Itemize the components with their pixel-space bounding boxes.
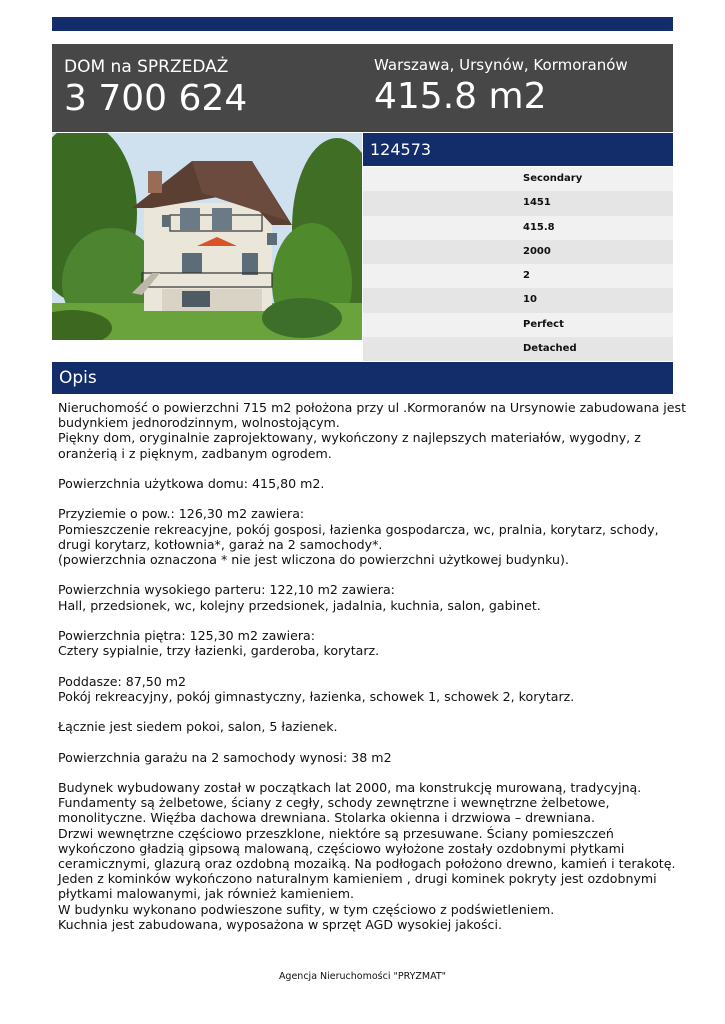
property-row [363,240,673,264]
description-line: (powierzchnia oznaczona * nie jest wliczona do powierzchni użytkowej budynku). [58,552,569,567]
description-line [58,613,670,628]
description-line: płytkami malowanymi, jak również kamieniem. [58,886,355,902]
description-line: Powierzchnia wysokiego parteru: 122,10 m2 zawiera: [58,582,395,598]
property-value: 2000 [523,245,551,257]
description-line: ceramicznymi, glazurą oraz ozdobną mozaiką. Na podłogach położono drewno, kamień i terakotę. [58,855,676,871]
property-row [363,337,673,361]
property-row [363,313,673,337]
description-line: Fundamenty są żelbetowe, ściany z cegły, schody zewnętrzne i wewnętrzne żelbetowe, [58,795,610,811]
property-value: Perfect [523,318,564,330]
property-row [363,288,673,312]
description-line: Cztery sypialnie, trzy łazienki, garderoba, korytarz. [58,643,380,659]
property-row [363,167,673,191]
listing-location: Warszawa, Ursynów, Kormoranów [374,56,628,74]
property-value: Detached [523,342,577,354]
description-line: Powierzchnia użytkowa domu: 415,80 m2. [58,476,325,491]
listing-id-bar [363,133,673,166]
description-line: monolityczne. Więźba dachowa drewniana. Stolarka okienna i drzwiowa – drewniana. [58,810,595,826]
description-line: Pomieszczenie rekreacyjne, pokój gosposi, łazienka gospodarcza, wc, pralnia, korytarz, schody, [58,521,659,537]
description-line: Łącznie jest siedem pokoi, salon, 5 łazienek. [58,719,338,735]
listing-type: DOM na SPRZEDAŻ [64,57,229,77]
top-accent-bar [52,17,673,31]
description-line: oranżerią i z pięknym, zadbanym ogrodem. [58,445,332,461]
description-line: Pokój rekreacyjny, pokój gimnastyczny, łazienka, schowek 1, schowek 2, korytarz. [58,688,575,704]
description-line [58,765,670,780]
description-line: Budynek wybudowany został w początkach lat 2000, ma konstrukcję murowaną, tradycyjną. [58,779,642,795]
description-line: Nieruchomość o powierzchni 715 m2 położona przy ul .Kormoranów na Ursynowie zabudowana jest [58,400,687,415]
header-right [374,54,628,118]
description-line: Przyziemie o pow.: 126,30 m2 zawiera: [58,506,305,522]
property-row [363,191,673,215]
property-value: 1451 [523,197,551,209]
listing-id: 124573 [370,140,432,159]
agency-footer: Agencja Nieruchomości "PRYZMAT" [278,971,447,982]
description-line: W budynku wykonano podwieszone sufity, w tym częściowo z podświetleniem. [58,901,555,917]
description-line: Drzwi wewnętrzne częściowo przeszklone, niektóre są przesuwane. Ściany pomieszczeń [58,825,614,841]
description-line: Kuchnia jest zabudowana, wyposażona w sprzęt AGD wysokiej jakości. [58,916,502,932]
description-line: Poddasze: 87,50 m2 [58,673,187,689]
property-row [363,216,673,240]
property-value: 415.8 [523,221,555,233]
property-value: 10 [523,294,537,306]
header-left [64,56,247,120]
description-line: wykończono gładzią gipsową malowaną, częściowo wyłożone zostały ozdobnymi płytkami [58,840,625,856]
property-details-table [363,167,673,361]
description-line: Piękny dom, oryginalnie zaprojektowany, wykończony z najlepszych materiałów, wygodny, z [58,430,641,446]
property-value: Secondary [523,173,583,184]
description-line [58,491,670,506]
description-line [58,461,670,476]
description-line: Jeden z kominków wykończono naturalnym kamieniem , drugi kominek pokryty jest ozdobnymi [58,871,657,887]
description-line: budynkiem jednorodzinnym, wolnostojącym. [58,415,340,431]
description-line [58,704,670,719]
property-photo [52,133,362,340]
description-text [58,400,687,932]
description-line [58,658,670,673]
description-line: drugi korytarz, kotłownia*, garaż na 2 samochody*. [58,536,383,552]
listing-price: 3 700 624 [64,78,248,119]
property-row [363,264,673,288]
property-value: 2 [523,270,530,281]
description-line: Hall, przedsionek, wc, kolejny przedsionek, jadalnia, kuchnia, salon, gabinet. [58,597,541,613]
description-heading-bar [52,362,673,394]
listing-header [52,44,673,132]
description-line: Powierzchnia garażu na 2 samochody wynosi: 38 m2 [58,749,392,765]
description-line: Powierzchnia piętra: 125,30 m2 zawiera: [58,627,315,643]
listing-area: 415.8 m2 [374,76,547,117]
description-line [58,734,670,749]
description-heading: Opis [59,368,97,388]
description-line [58,567,670,582]
